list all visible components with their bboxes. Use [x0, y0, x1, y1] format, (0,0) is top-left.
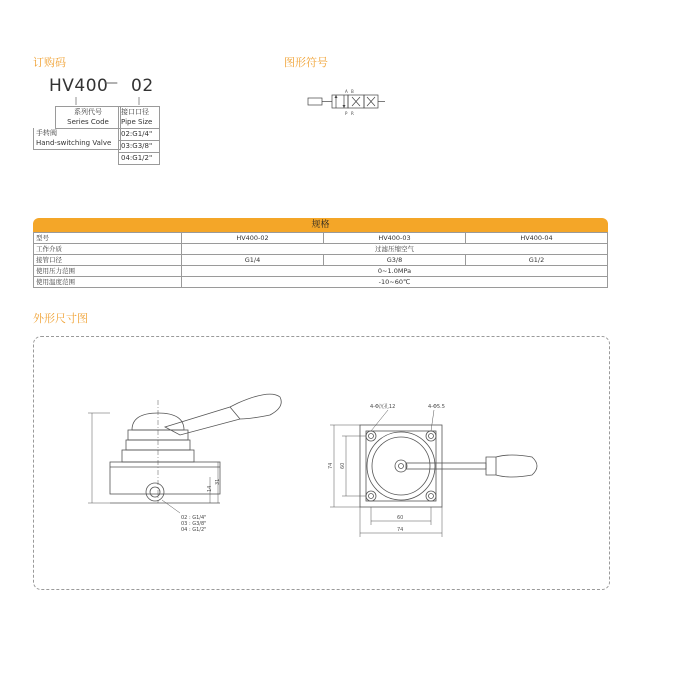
counterbore-label: 4-Φ沉孔12	[370, 404, 396, 410]
spec-table	[33, 232, 608, 288]
pipe-option: 03:G3/8"	[119, 140, 159, 152]
dim-60-vertical: 60	[340, 462, 346, 469]
pipe-size-box	[118, 106, 160, 165]
spec-cell: G1/2	[466, 255, 608, 266]
series-code-cn: 系列代号	[74, 108, 102, 116]
pipe-code: 02	[131, 76, 154, 96]
table-row	[34, 233, 608, 244]
spec-cell: -10~60℃	[182, 277, 608, 288]
spec-label: 工作介质	[34, 244, 182, 255]
table-row	[34, 244, 608, 255]
dim-74-vertical: 74	[328, 462, 334, 469]
series-code-en: Series Code	[67, 118, 109, 126]
spec-cell: 过滤压缩空气	[182, 244, 608, 255]
valve-type-cn: 手转阀	[36, 129, 57, 137]
dim-60-horizontal: 60	[397, 515, 404, 521]
valve-type-box	[33, 128, 121, 150]
spec-cell: G3/8	[324, 255, 466, 266]
through-hole-label: 4-Φ5.5	[428, 404, 445, 410]
dim-14: 14	[207, 485, 213, 492]
spec-cell: HV400-04	[466, 233, 608, 244]
port-b-label: B	[351, 89, 354, 94]
pipe-option: 02:G1/4"	[119, 128, 159, 140]
spec-label: 使用压力范围	[34, 266, 182, 277]
side-view-drawing	[80, 385, 290, 545]
spec-cell: 0~1.0MPa	[182, 266, 608, 277]
port-r-label: R	[351, 111, 354, 116]
dim-31: 31	[215, 478, 221, 485]
port-p-label: P	[345, 111, 348, 116]
port-size-label: 02 : G1/4"	[181, 515, 207, 521]
pipe-size-en: Pipe Size	[121, 118, 153, 126]
table-row	[34, 266, 608, 277]
table-row	[34, 277, 608, 288]
spec-header: 规格	[33, 218, 608, 232]
port-a-label: A	[345, 89, 348, 94]
dimensions-title: 外形尺寸图	[33, 312, 88, 325]
spec-cell: G1/4	[182, 255, 324, 266]
model-code: HV400	[49, 76, 109, 96]
port-size-label: 03 : G3/8"	[181, 521, 207, 527]
series-code-box	[55, 106, 121, 129]
spec-cell: HV400-02	[182, 233, 324, 244]
valve-symbol	[305, 88, 387, 118]
pipe-size-cn: 接口口径	[121, 108, 149, 116]
spec-label: 使用温度范围	[34, 277, 182, 288]
spec-label: 接管口径	[34, 255, 182, 266]
code-dash: —	[104, 75, 119, 91]
symbol-title: 图形符号	[284, 56, 328, 69]
port-size-label: 04 : G1/2"	[181, 527, 207, 533]
top-view-drawing	[320, 395, 560, 540]
spec-cell: HV400-03	[324, 233, 466, 244]
pipe-option: 04:G1/2"	[119, 152, 159, 164]
valve-type-en: Hand-switching Valve	[36, 139, 112, 147]
ordering-title: 订购码	[33, 56, 66, 69]
table-row	[34, 255, 608, 266]
spec-label: 型号	[34, 233, 182, 244]
dim-74-horizontal: 74	[397, 527, 404, 533]
